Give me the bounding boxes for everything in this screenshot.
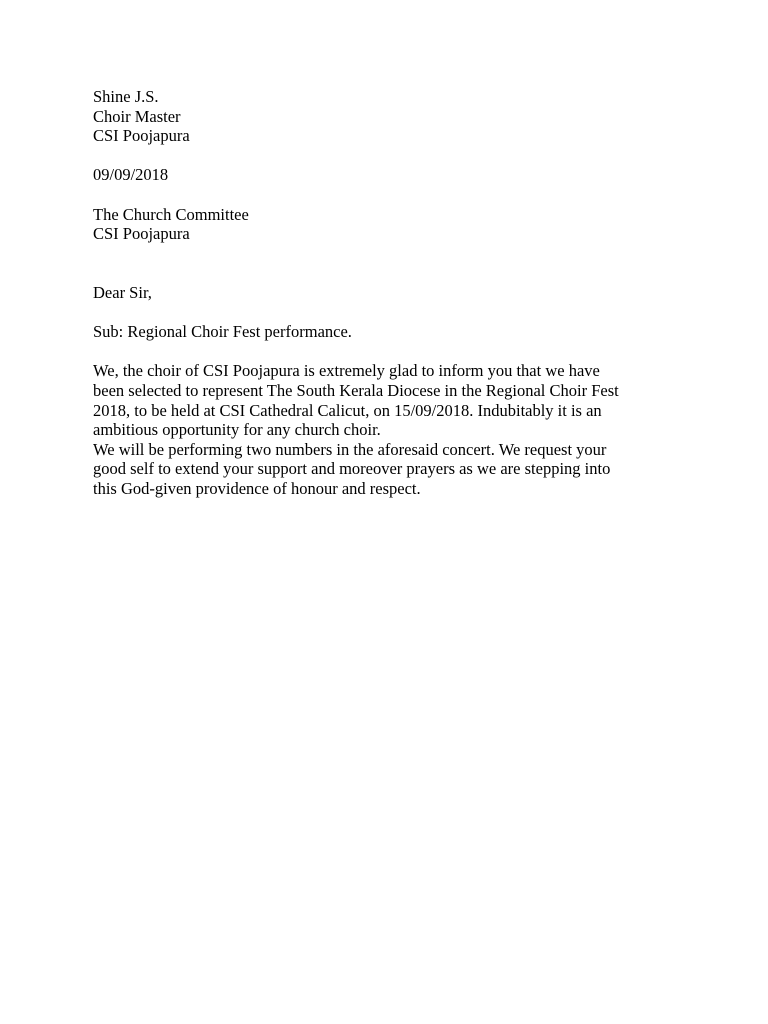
body-line: been selected to represent The South Kerala Diocese in the Regional Choir Fest bbox=[93, 380, 619, 400]
letter-body bbox=[93, 87, 683, 498]
letter-date: 09/09/2018 bbox=[93, 165, 169, 185]
spacer bbox=[93, 244, 683, 283]
body-line: We will be performing two numbers in the aforesaid concert. We request your bbox=[93, 439, 607, 459]
body-paragraph-1 bbox=[93, 361, 683, 439]
sender-block bbox=[93, 87, 683, 146]
recipient-organization: CSI Poojapura bbox=[93, 224, 190, 244]
body-line: 2018, to be held at CSI Cathedral Calicut, on 15/09/2018. Indubitably it is an bbox=[93, 400, 602, 420]
salutation: Dear Sir, bbox=[93, 282, 152, 302]
spacer bbox=[93, 303, 683, 323]
body-line: this God-given providence of honour and respect. bbox=[93, 478, 421, 498]
body-line: good self to extend your support and moreover prayers as we are stepping into bbox=[93, 459, 611, 479]
recipient-name: The Church Committee bbox=[93, 204, 249, 224]
subject-line: Sub: Regional Choir Fest performance. bbox=[93, 322, 352, 342]
body-line: We, the choir of CSI Poojapura is extremely glad to inform you that we have bbox=[93, 361, 600, 381]
spacer bbox=[93, 185, 683, 205]
body-paragraph-2 bbox=[93, 440, 683, 499]
sender-title: Choir Master bbox=[93, 106, 181, 126]
sender-name: Shine J.S. bbox=[93, 87, 159, 106]
body-line: ambitious opportunity for any church choir. bbox=[93, 420, 381, 440]
spacer bbox=[93, 342, 683, 362]
recipient-block bbox=[93, 205, 683, 244]
spacer bbox=[93, 146, 683, 166]
sender-organization: CSI Poojapura bbox=[93, 126, 190, 146]
